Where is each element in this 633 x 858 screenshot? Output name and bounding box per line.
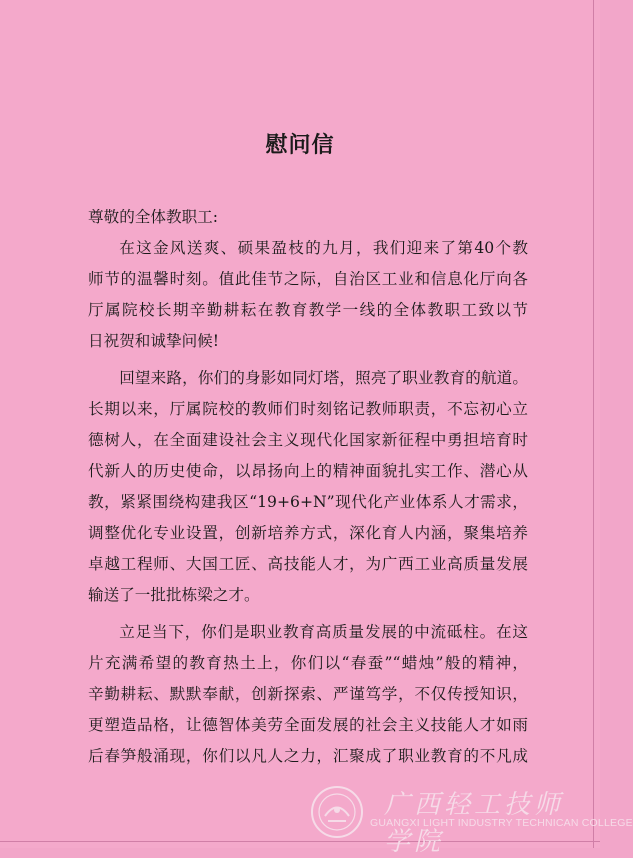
letter-line: 立足当下，你们是职业教育高质量发展的中流砥柱。在这 [119,623,528,641]
college-watermark [308,783,633,857]
letter-line: 输送了一批批栋梁之才。 [88,586,260,604]
letter-line: 尊敬的全体教职工: [88,208,219,226]
letter-line: 片充满希望的教育热土上，你们以“春蚕”“蜡烛”般的精神， [88,654,528,672]
letter-line: 厅属院校长期辛勤耕耘在教育教学一线的全体教职工致以节 [88,301,528,319]
letter-line: 更塑造品格，让德智体美劳全面发展的社会主义技能人才如雨 [88,716,528,734]
letter-line: 代新人的历史使命，以昂扬向上的精神面貌扎实工作、潜心从 [88,462,528,480]
letter-line: 调整优化专业设置，创新培养方式，深化育人内涵，聚集培养 [88,524,528,542]
letter-line: 回望来路，你们的身影如同灯塔，照亮了职业教育的航道。 [119,369,528,387]
letter-line: 师节的温馨时刻。值此佳节之际，自治区工业和信息化厅向各 [88,270,528,288]
college-name-cn: 广西轻工技师学院 [384,790,565,857]
letter-line: 在这金风送爽、硕果盈枝的九月，我们迎来了第40个教 [119,239,528,257]
college-seal-icon [310,785,364,839]
letter-title: 慰问信 [265,132,335,158]
letter-line: 卓越工程师、大国工匠、高技能人才，为广西工业高质量发展 [88,555,528,573]
letter-line: 教，紧紧围绕构建我区“19+6+N”现代化产业体系人才需求， [88,493,528,511]
letter-line: 德树人，在全面建设社会主义现代化国家新征程中勇担培育时 [88,431,528,449]
college-name-en: GUANGXI LIGHT INDUSTRY TECHNICAN COLLEGE [370,817,633,829]
letter-line: 长期以来，厅属院校的教师们时刻铭记教师职责，不忘初心立 [88,400,528,418]
letter-line: 日祝贺和诚挚问候! [88,332,220,350]
letter-line: 后春笋般涌现，你们以凡人之力，汇聚成了职业教育的不凡成 [88,747,528,765]
letter-line: 辛勤耕耘、默默奉献，创新探索、严谨笃学，不仅传授知识， [88,685,528,703]
letter-body [88,202,528,772]
